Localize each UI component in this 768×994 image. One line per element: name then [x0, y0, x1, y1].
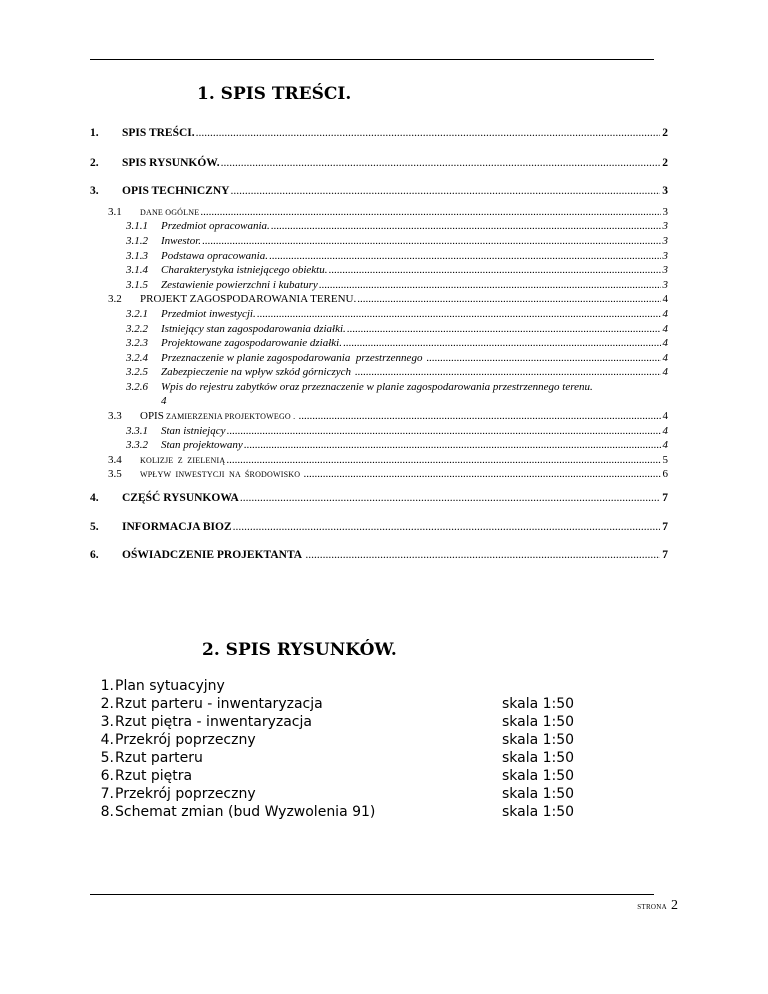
toc-page-number: 6 [662, 468, 668, 480]
list-item: 3. Rzut piętra - inwentaryzacja skala 1:50 [100, 714, 575, 730]
toc-page-number: 4 [662, 366, 668, 378]
toc-page-number: 4 [662, 439, 668, 451]
toc-entry[interactable]: 6. OŚWIADCZENIE PROJEKTANTA ..... 7 [90, 549, 668, 561]
toc-entry[interactable]: 4. CZĘŚĆ RYSUNKOWA ..... 7 [90, 492, 668, 504]
toc-page-number: 2 [662, 127, 668, 139]
toc-page-number: 4 [161, 395, 167, 407]
toc-entry[interactable]: 3.2.2 Istniejący stan zagospodarowania działki. ..... 4 [126, 323, 668, 335]
bottom-rule [90, 894, 654, 895]
toc-heading: 1. SPIS TREŚCI. [197, 84, 352, 104]
toc-page-number: 3 [662, 279, 668, 291]
list-item: 5. Rzut parteru skala 1:50 [100, 750, 575, 766]
toc-page-number: 3 [662, 264, 668, 276]
toc-entry[interactable]: 5. INFORMACJA BIOZ ..... 7 [90, 521, 668, 533]
table-of-contents [90, 0, 668, 560]
toc-page-number: 4 [662, 352, 668, 364]
page-footer [637, 898, 678, 914]
toc-entry[interactable]: 1. SPIS TREŚCI. ..... 2 [90, 127, 668, 139]
toc-entry[interactable]: 3.3 OPIS ZAMIERZENIA PROJEKTOWEGO . ..... 4 [108, 410, 668, 422]
toc-page-number: 7 [662, 521, 668, 533]
toc-page-number: 3 [662, 235, 668, 247]
toc-entry[interactable]: 3.1.4 Charakterystyka istniejącego obiektu. ..... 3 [126, 264, 668, 276]
toc-entry[interactable]: 3.2.1 Przedmiot inwestycji. ..... 4 [126, 308, 668, 320]
toc-entry[interactable]: 3.3.2 Stan projektowany ..... 4 [126, 439, 668, 451]
drawings-list [90, 677, 590, 821]
toc-entry[interactable]: 3.1 DANE OGÓLNE ..... 3 [108, 206, 668, 218]
footer-label: STRONA [637, 903, 667, 911]
toc-entry[interactable]: 3.1.5 Zestawienie powierzchni i kubatury ..... 3 [126, 279, 668, 291]
toc-page-number: 4 [662, 293, 668, 305]
toc-entry[interactable]: 3.2 PROJEKT ZAGOSPODAROWANIA TERENU. ..... 4 [108, 293, 668, 305]
page-number: 2 [671, 898, 678, 913]
toc-page-number: 4 [662, 308, 668, 320]
list-item: 8. Schemat zmian (bud Wyzwolenia 91) skala 1:50 [100, 804, 575, 820]
list-item: 7. Przekrój poprzeczny skala 1:50 [100, 786, 575, 802]
toc-page-number: 3 [662, 250, 668, 262]
toc-page-number: 7 [662, 492, 668, 504]
toc-page-number: 5 [662, 454, 668, 466]
toc-page-number: 4 [662, 337, 668, 349]
toc-entry[interactable]: 3.1.2 Inwestor. ..... 3 [126, 235, 668, 247]
toc-entry[interactable]: 3.2.3 Projektowane zagospodarowanie działki. ..... 4 [126, 337, 668, 349]
toc-page-number: 7 [662, 549, 668, 561]
toc-entry[interactable]: 3. OPIS TECHNICZNY ..... 3 [90, 185, 668, 197]
toc-page-number: 3 [662, 206, 668, 218]
toc-page-number: 2 [662, 157, 668, 169]
toc-entry[interactable]: 2. SPIS RYSUNKÓW. ..... 2 [90, 157, 668, 169]
toc-page-number: 4 [662, 410, 668, 422]
list-item: 1. Plan sytuacyjny [100, 678, 225, 694]
toc-page-number: 4 [662, 323, 668, 335]
toc-page-number: 3 [662, 185, 668, 197]
toc-entry[interactable]: 3.2.4 Przeznaczenie w planie zagospodarowania przestrzennego ..... 4 [126, 352, 668, 364]
toc-entry[interactable]: 3.2.6 Wpis do rejestru zabytków oraz przeznaczenie w planie zagospodarowania przestrzennego terenu. [126, 381, 593, 393]
toc-entry[interactable]: 3.2.5 Zabezpieczenie na wpływ szkód górniczych ..... 4 [126, 366, 668, 378]
toc-entry[interactable]: 3.5 WPŁYW INWESTYCJI NA ŚRODOWISKO ..... 6 [108, 468, 668, 480]
list-item: 6. Rzut piętra skala 1:50 [100, 768, 575, 784]
drawings-heading: 2. SPIS RYSUNKÓW. [202, 640, 397, 660]
toc-page-number: 3 [662, 220, 668, 232]
toc-entry[interactable]: 3.3.1 Stan istniejący ..... 4 [126, 425, 668, 437]
toc-page-number: 4 [662, 425, 668, 437]
list-item: 2. Rzut parteru - inwentaryzacja skala 1:50 [100, 696, 575, 712]
toc-entry[interactable]: 3.4 KOLIZJE Z ZIELENIĄ ..... 5 [108, 454, 668, 466]
toc-entry[interactable]: 3.1.3 Podstawa opracowania. ..... 3 [126, 250, 668, 262]
list-item: 4. Przekrój poprzeczny skala 1:50 [100, 732, 575, 748]
toc-entry[interactable]: 3.1.1 Przedmiot opracowania. ..... 3 [126, 220, 668, 232]
